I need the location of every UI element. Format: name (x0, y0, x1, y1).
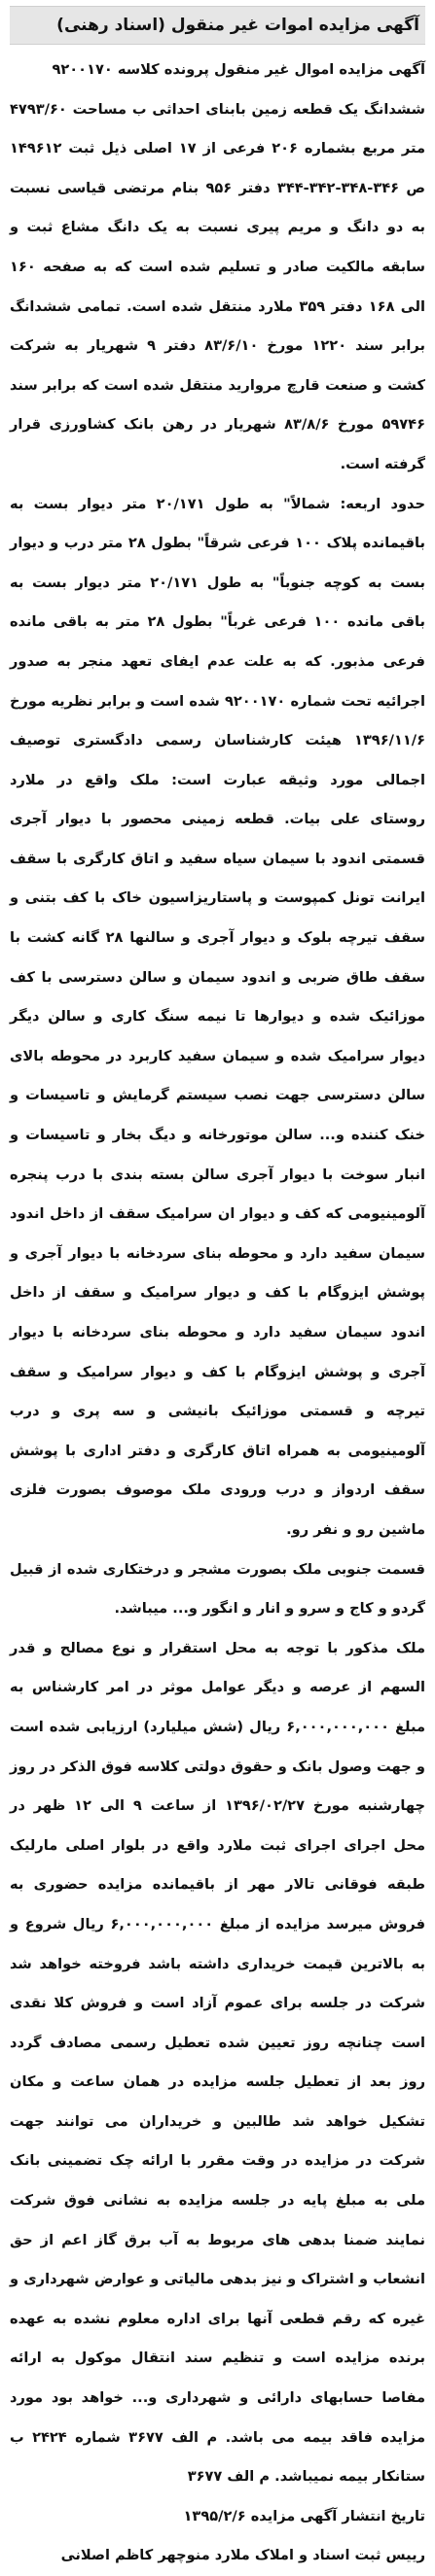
notice-body (10, 51, 425, 2576)
notice-boundaries-and-appraisal: حدود اربعه: شمالاً" به طول ۲۰/۱۷۱ متر دیوار بست به باقیمانده پلاک ۱۰۰ فرعی شرقاً" بطول ۲۸ متر درب و دیوار بست به کوچه جنوباً" به طول ۲۰/۱۷۱ متر دیوار بست به باقی مانده ۱۰۰ فرعی غرباً" بطول ۲۸ متر به باقی مانده فرعی مذبور. که به علت عدم ایفای تعهد منجر به صدور اجرائیه تحت شماره ۹۲۰۰۱۷۰ شده است و برابر نظریه مورخ ۱۳۹۶/۱۱/۶ هیئت کارشناسان رسمی دادگستری توصیف اجمالی مورد وثیقه عبارت است: ملک واقع در ملارد روستای علی بیات. قطعه زمینی محصور با دیوار آجری قسمتی اندود با سیمان سیاه سفید و اتاق کارگری با سقف ایرانت تونل کمپوست و پاستاریزاسیون خاک با کف بتنی و سقف تیرچه بلوک و دیوار آجری و سالنها ۲۸ گانه کشت با سقف طاق ضربی و اندود سیمان و سالن دسترسی با کف موزائیک شده و دیوارها تا نیمه سنگ کاری و سالن دیگر دیوار سرامیک شده و سیمان سفید کاربرد در محوطه بالای سالن دسترسی جهت نصب سیستم گرمایش و تاسیسات و خنک کننده و... سالن موتورخانه و دیگ بخار و تاسیسات و انبار سوخت با دیوار آجری سالن بسته بندی با درب پنجره آلومینیومی که کف و دیوار ان سرامیک سقف از داخل اندود سیمان سفید دارد و محوطه بنای سردخانه با دیوار آجری و پوشش ایزوگام با کف و دیوار سرامیک و سقف از داخل اندود سیمان سفید دارد و محوطه بنای سردخانه با دیوار آجری و پوشش ایزوگام با کف و دیوار سرامیک و سقف تیرچه و قسمتی موزائیک بانیشی و سه پری و درب آلومینیومی به همراه اتاق کارگری و دفتر اداری با پوشش سقف اردواز و درب ورودی ملک موصوف بصورت فلزی ماشین رو و نفر رو. (10, 495, 425, 1538)
notice-title-bar (10, 6, 425, 45)
notice-title: آگهی مزایده اموات غیر منقول (اسناد رهنی) (56, 16, 419, 35)
notice-southern-section: قسمت جنوبی ملک بصورت مشجر و درختکاری شده از قبیل گردو و کاج و سرو و انار و انگور و... میباشد. (10, 1560, 425, 1618)
notice-signature: رییس ثبت اسناد و املاک ملارد منوچهر کاظم اصلانی (60, 2547, 425, 2564)
notice-heading-line: آگهی مزایده اموال غیر منقول پرونده کلاسه ۹۲۰۰۱۷۰ (52, 61, 425, 78)
notice-publish-date: تاریخ انتشار آگهی مزایده ۱۳۹۵/۲/۶ (183, 2507, 425, 2524)
notice-property-description: ششدانگ یک قطعه زمین بابنای احداثی ب مساحت ۴۷۹۳/۶۰ متر مربع بشماره ۲۰۶ فرعی از ۱۷ اصلی ذیل ثبت ۱۴۹۶۱۲ ص ۳۴۶-۳۴۸-۳۴۲-۳۴۴ دفتر ۹۵۶ بنام مرتضی قیاسی نسبت به دو دانگ و مریم پیری نسبت به یک دانگ مشاع ثبت و سابقه مالکیت صادر و تسلیم شده است که به صفحه ۱۶۰ الی ۱۶۸ دفتر ۳۵۹ ملارد منتقل شده است. تمامی ششدانگ برابر سند ۱۲۲۰ مورخ ۸۳/۶/۱۰ دفتر ۹ شهریار به شرکت کشت و صنعت قارچ مروارید منتقل شده است که برابر سند ۵۹۷۴۶ مورخ ۸۳/۸/۶ شهریار در رهن بانک کشاورزی قرار گرفته است. (10, 100, 425, 472)
notice-auction-terms: ملک مذکور با توجه به محل استقرار و نوع مصالح و قدر السهم از عرصه و دیگر عوامل موثر در امر کارشناس به مبلغ ۶,۰۰۰,۰۰۰,۰۰۰ ریال (شش میلیارد) ارزیابی شده است و جهت وصول بانک و حقوق دولتی کلاسه فوق الذکر در روز چهارشنبه مورخ ۱۳۹۶/۰۲/۲۷ از ساعت ۹ الی ۱۲ ظهر در محل اجرای اجرای ثبت ملارد واقع در بلوار اصلی مارلیک طبقه فوقانی تالار مهر از باقیمانده مزایده حضوری به فروش میرسد مزایده از مبلغ ۶,۰۰۰,۰۰۰,۰۰۰ ریال شروع و به بالاترین قیمت خریداری داشته باشد فروخته خواهد شد شرکت در جلسه برای عموم آزاد است و فروش کلا نقدی است چنانچه روز تعیین شده تعطیل رسمی مصادف گردد روز بعد از تعطیل جلسه مزایده در همان ساعت و مکان تشکیل خواهد شد طالبین و خریداران می توانند جهت شرکت در مزایده در وقت مقرر با ارائه چک تضمینی بانک ملی به مبلغ پایه در جلسه مزایده به نشانی فوق شرکت نمایند ضمنا بدهی های مربوط به آب برق گاز اعم از حق انشعاب و اشتراک و نیز بدهی مالیاتی و عوارض شهرداری و غیره که رقم قطعی آنها برای اداره معلوم نشده به عهده برنده مزایده است و تنظیم سند انتقال موکول به ارائه مفاصا حسابهای دارائی و شهرداری و... خواهد بود مورد مزایده فاقد بیمه می باشد. م الف ۳۶۷۷ شماره ۲۴۲۴ ب ستانکار بیمه نمیباشد. م الف ۳۶۷۷ (10, 1639, 425, 2486)
